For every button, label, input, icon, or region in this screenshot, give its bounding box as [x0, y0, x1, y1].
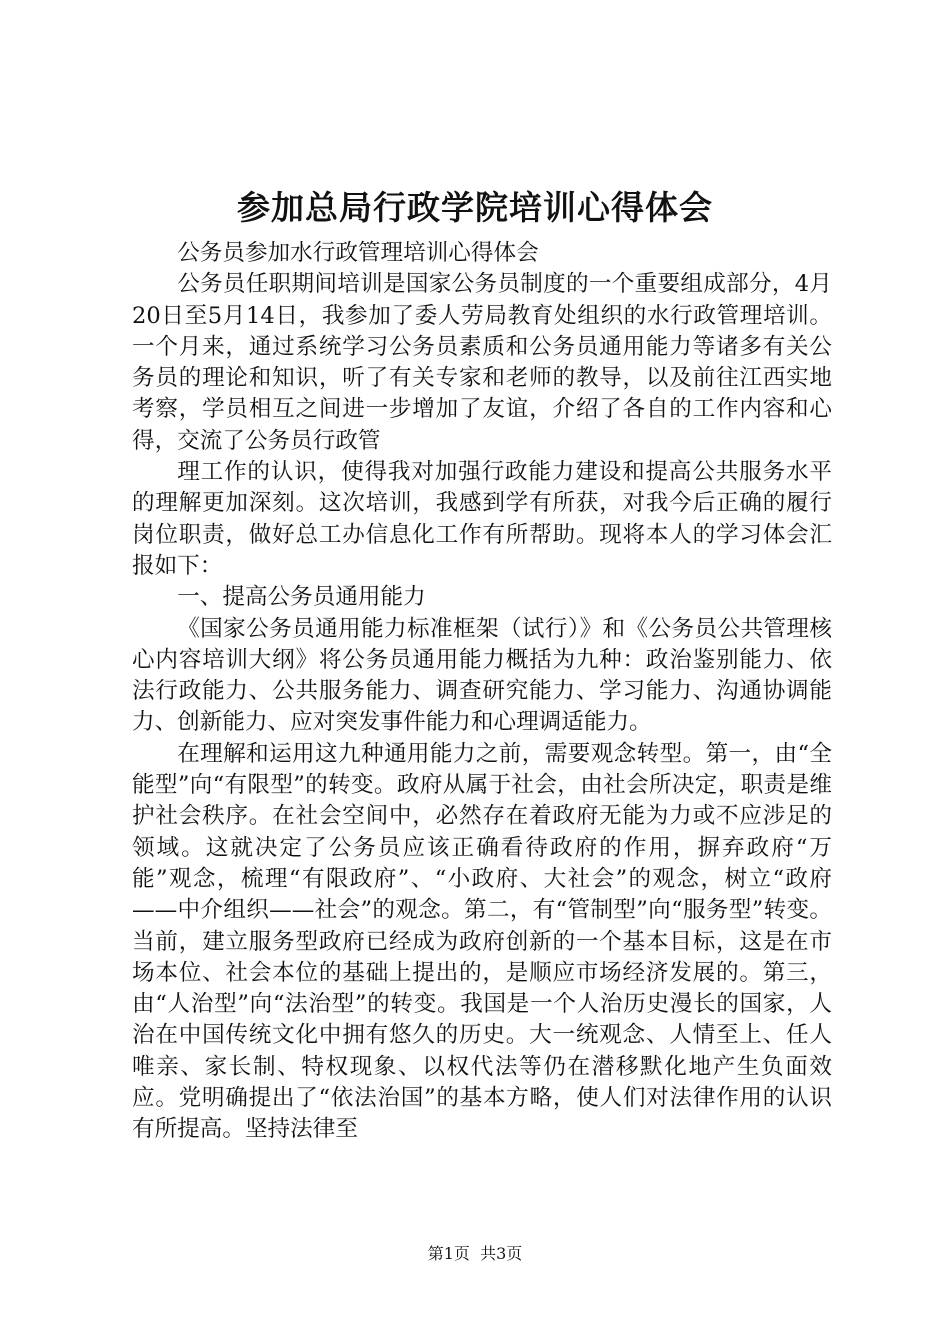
paragraph-intro-continued: 理工作的认识，使得我对加强行政能力建设和提高公共服务水平的理解更加深刻。这次培训，我感到学有所获，对我今后正确的履行岗位职责，做好总工办信息化工作有所帮助。现将本人的学习体会汇报如下： — [132, 459, 832, 579]
page-total: 共3页 — [480, 1244, 523, 1263]
paragraph-subtitle: 公务员参加水行政管理培训心得体会 — [177, 240, 539, 266]
document-title: 参加总局行政学院培训心得体会 — [237, 188, 713, 227]
paragraph-abilities: 《国家公务员通用能力标准框架（试行）》和《公务员公共管理核心内容培训大纲》将公务员通用能力概括为九种：政治鉴别能力、依法行政能力、公共服务能力、调查研究能力、学习能力、沟通协调能力、创新能力、应对突发事件能力和心理调适能力。 — [132, 615, 832, 736]
paragraph-intro: 公务员任职期间培训是国家公务员制度的一个重要组成部分，4月20日至5月14日，我参加了委人劳局教育处组织的水行政管理培训。一个月来，通过系统学习公务员素质和公务员通用能力等诸多有关公务员的理论和知识，听了有关专家和老师的教导，以及前往江西实地考察，学员相互之间进一步增加了友谊，介绍了各自的工作内容和心得，交流了公务员行政管 — [132, 271, 832, 454]
paragraph-transformation: 在理解和运用这九种通用能力之前，需要观念转型。第一，由“全能型”向“有限型”的转变。政府从属于社会，由社会所决定，职责是维护社会秩序。在社会空间中，必然存在着政府无能为力或不应涉足的领域。这就决定了公务员应该正确看待政府的作用，摒弃政府“万能”观念，梳理“有限政府”、“小政府、大社会”的观念，树立“政府——中介组织——社会”的观念。第二，有“管制型”向“服务型”转变。当前，建立服务型政府已经成为政府创新的一个基本目标，这是在市场本位、社会本位的基础上提出的，是顺应市场经济发展的。第三，由“人治型”向“法治型”的转变。我国是一个人治历史漫长的国家，人治在中国传统文化中拥有悠久的历史。大一统观念、人情至上、任人唯亲、家长制、特权现象、以权代法等仍在潜移默化地产生负面效应。党明确提出了“依法治国”的基本方略，使人们对法律作用的认识有所提高。坚持法律至 — [132, 740, 832, 1143]
document-body — [132, 238, 832, 1146]
section-heading-1: 一、提高公务员通用能力 — [177, 584, 426, 611]
page-footer — [0, 1243, 950, 1265]
page-number: 第1页 — [427, 1244, 470, 1263]
